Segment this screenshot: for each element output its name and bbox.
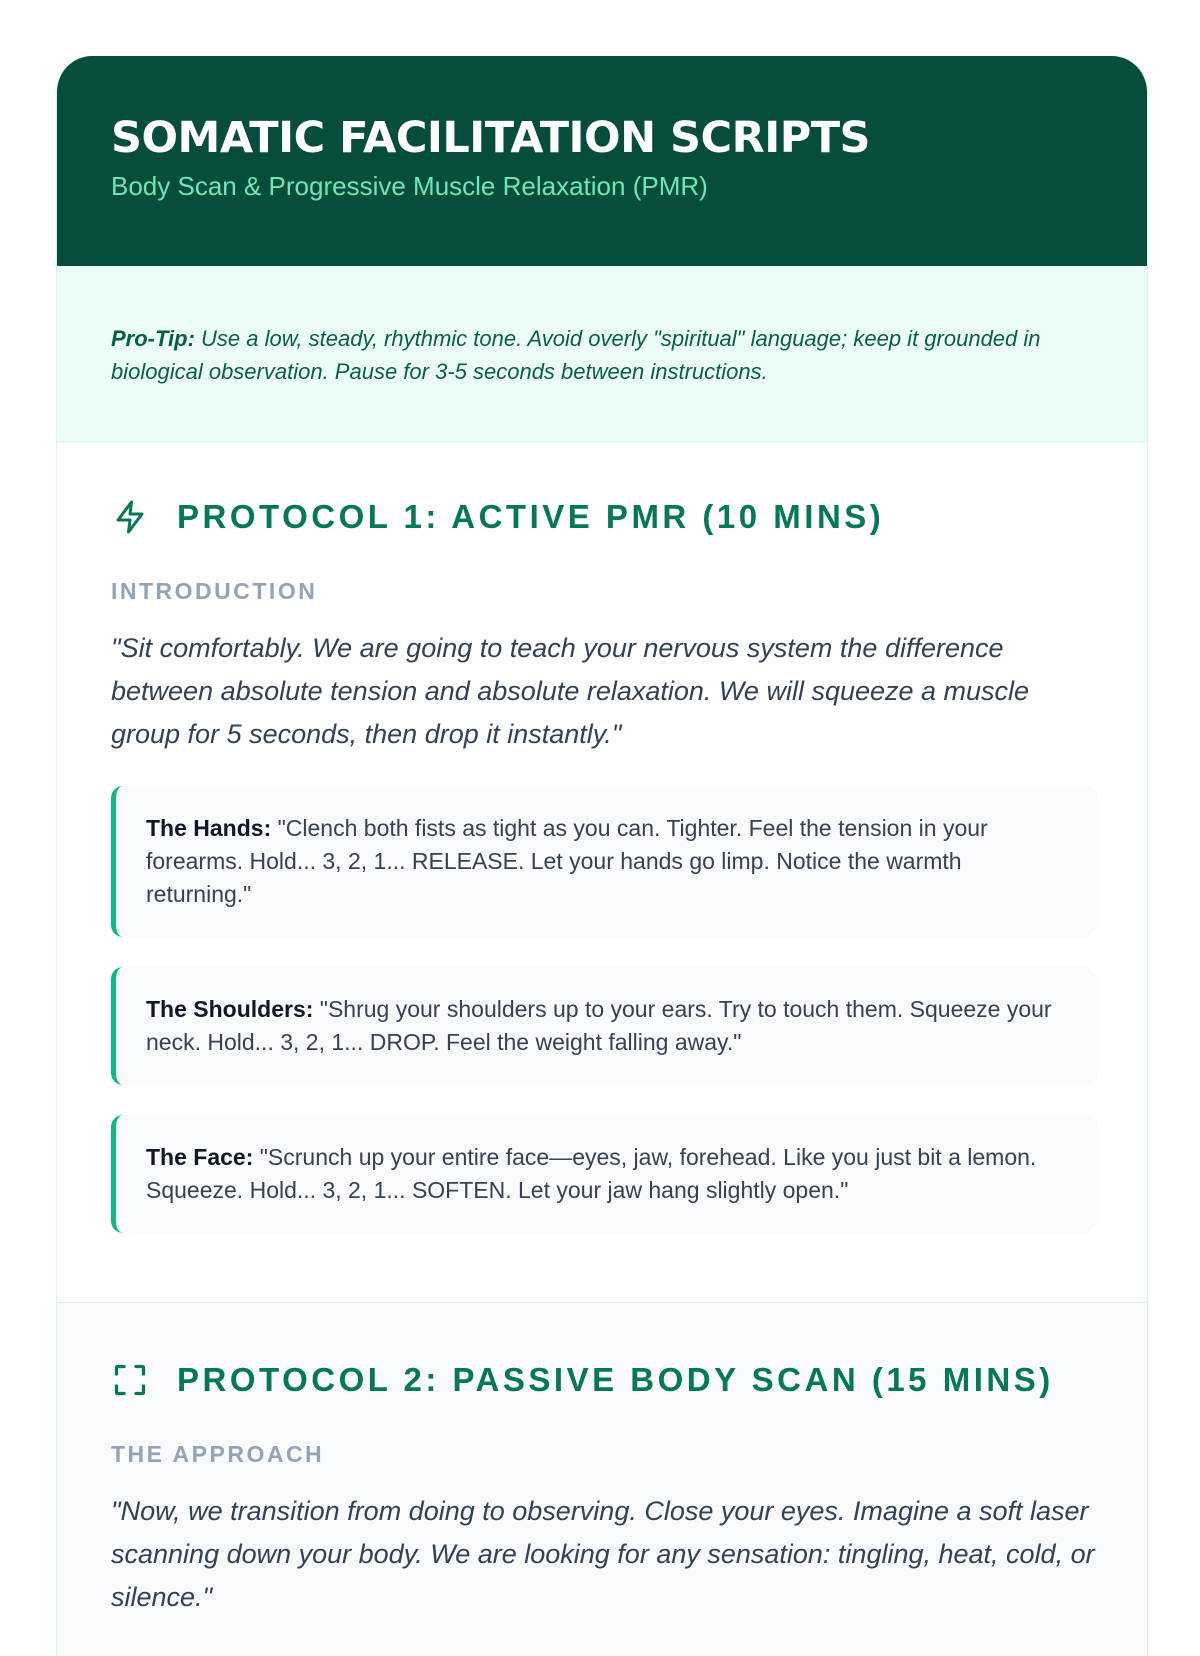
protocol-1-label: INTRODUCTION [111, 578, 318, 604]
step-text: "Clench both fists as tight as you can. Tighter. Feel the tension in your forearms. Hold... 3, 2, 1... RELEASE. Let your hands go limp. Notice the warmth returning." [146, 815, 988, 907]
step-card-face [111, 1115, 1097, 1233]
script-card [56, 56, 1148, 1656]
protocol-2-heading [111, 1359, 1093, 1401]
protocol-2-section [57, 1302, 1147, 1656]
step-card-hands [111, 786, 1097, 937]
step-text: "Scrunch up your entire face—eyes, jaw, forehead. Like you just bit a lemon. Squeeze. Hold... 3, 2, 1... SOFTEN. Let your jaw hang slightly open." [146, 1144, 1037, 1203]
protocol-2-title: PROTOCOL 2: PASSIVE BODY SCAN (15 MINS) [177, 1361, 1054, 1398]
step-card-shoulders [111, 967, 1097, 1085]
step-name: The Face: [146, 1144, 254, 1170]
scan-frame-icon [111, 1361, 149, 1399]
step-name: The Shoulders: [146, 996, 314, 1022]
pro-tip-label: Pro-Tip: [111, 326, 195, 351]
pro-tip-box [57, 266, 1147, 442]
protocol-1-title: PROTOCOL 1: ACTIVE PMR (10 MINS) [177, 498, 885, 535]
page-subtitle: Body Scan & Progressive Muscle Relaxation (PMR) [111, 171, 708, 201]
pro-tip-text: Use a low, steady, rhythmic tone. Avoid overly "spiritual" language; keep it grounded in biological observation. Pause for 3-5 seconds between instructions. [111, 326, 1041, 384]
protocol-2-approach-quote: "Now, we transition from doing to observing. Close your eyes. Imagine a soft laser scanning down your body. We are looking for any sensation: tingling, heat, cold, or silence." [111, 1496, 1095, 1612]
protocol-1-heading [111, 496, 1093, 538]
protocol-1-intro-quote: "Sit comfortably. We are going to teach your nervous system the difference between absolute tension and absolute relaxation. We will squeeze a muscle group for 5 seconds, then drop it instantly." [111, 633, 1030, 749]
lightning-icon [111, 498, 149, 536]
header [57, 56, 1147, 266]
protocol-2-label: THE APPROACH [111, 1441, 325, 1467]
step-name: The Hands: [146, 815, 272, 841]
protocol-1-section [57, 442, 1147, 1302]
page-title: SOMATIC FACILITATION SCRIPTS [111, 113, 871, 163]
step-text: "Shrug your shoulders up to your ears. Try to touch them. Squeeze your neck. Hold... 3, 2, 1... DROP. Feel the weight falling away." [146, 996, 1052, 1055]
